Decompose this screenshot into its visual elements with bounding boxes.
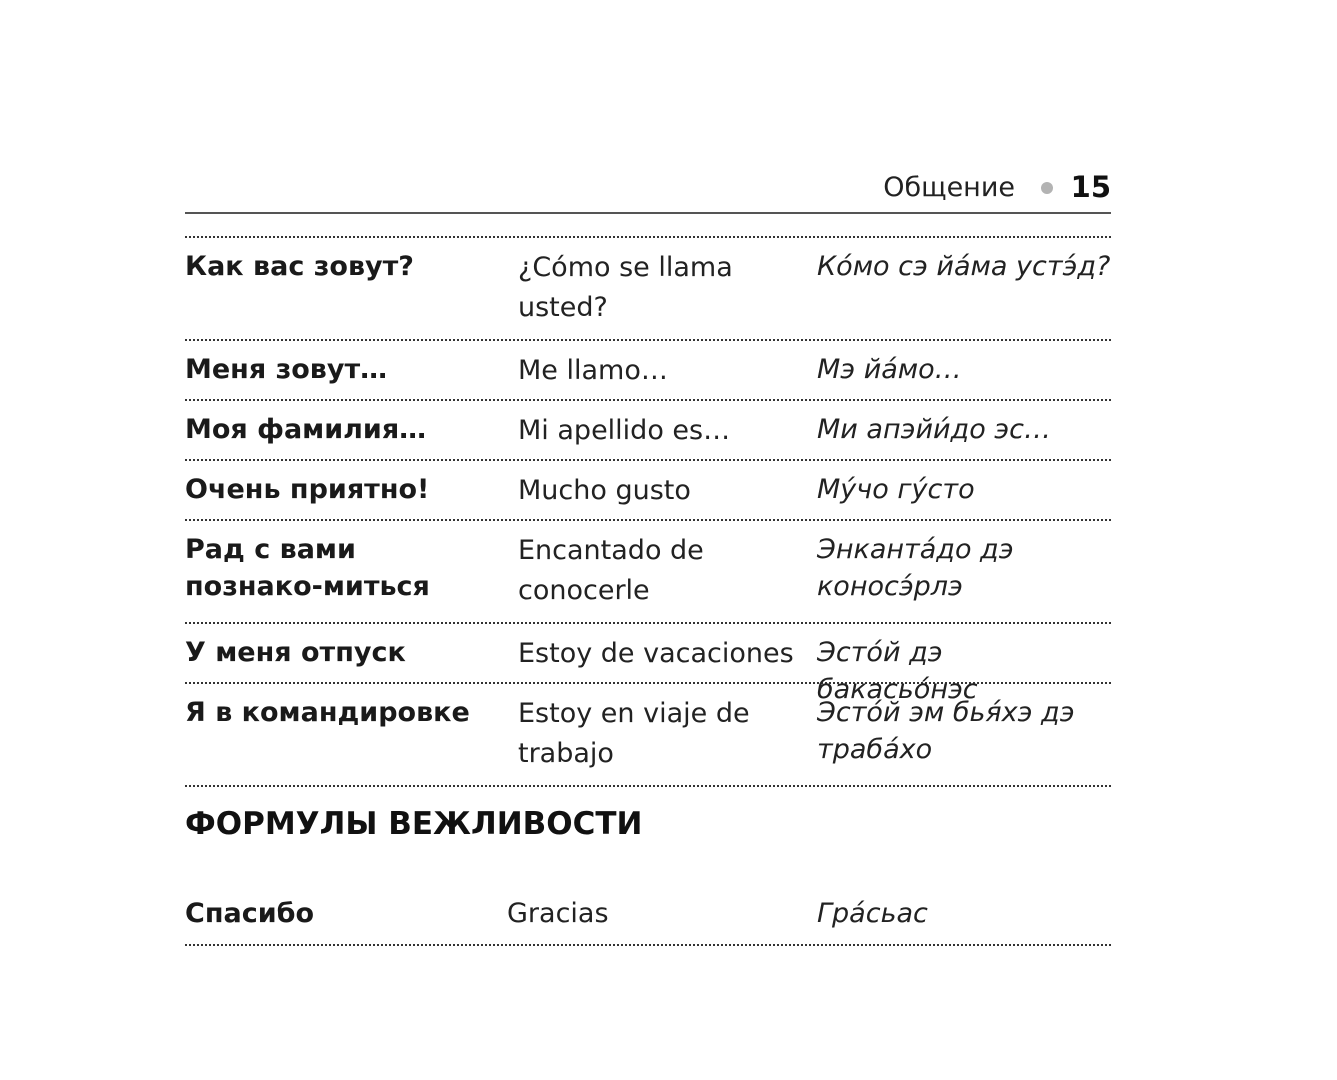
russian-phrase: У меня отпуск <box>185 637 406 668</box>
page-number: 15 <box>1070 170 1111 204</box>
russian-phrase: Как вас зовут? <box>185 251 414 282</box>
russian-phrase: Меня зовут… <box>185 354 388 385</box>
spanish-phrase: Mi apellido es… <box>518 415 731 446</box>
russian-phrase: Рад с вами познако-миться <box>185 534 430 602</box>
transcription: Эсто́й дэ бакасьо́нэс <box>817 637 978 705</box>
spanish-phrase: Mucho gusto <box>518 475 691 506</box>
transcription: Энканта́до дэ коносэ́рлэ <box>817 534 1014 602</box>
table-row <box>185 684 1111 787</box>
bullet-dot-icon <box>1041 182 1053 194</box>
running-header <box>185 168 1111 214</box>
phrase-table <box>185 236 1111 787</box>
table-row <box>185 461 1111 521</box>
section-heading: ФОРМУЛЫ ВЕЖЛИВОСТИ <box>185 806 643 842</box>
transcription: Мэ йа́мо… <box>817 354 962 385</box>
spanish-phrase: Estoy en viaje de trabajo <box>518 698 750 769</box>
russian-phrase: Моя фамилия… <box>185 414 427 445</box>
spanish-phrase: ¿Cómo se llama usted? <box>518 252 733 323</box>
spanish-phrase: Estoy de vacaciones <box>518 638 794 669</box>
politeness-table <box>185 890 1111 946</box>
spanish-phrase: Gracias <box>507 898 609 929</box>
table-row <box>185 341 1111 401</box>
spanish-phrase: Encantado de conocerle <box>518 535 704 606</box>
table-row <box>185 521 1111 624</box>
transcription: Гра́сьас <box>817 898 928 929</box>
russian-phrase: Очень приятно! <box>185 474 430 505</box>
table-row <box>185 238 1111 341</box>
russian-phrase: Я в командировке <box>185 697 470 728</box>
russian-phrase: Спасибо <box>185 898 315 929</box>
table-row <box>185 624 1111 705</box>
spanish-phrase: Me llamo… <box>518 355 668 386</box>
transcription: Ко́мо сэ йа́ма устэ́д? <box>817 251 1111 282</box>
table-row <box>185 401 1111 461</box>
transcription: Эсто́й эм бья́хэ дэ траба́хо <box>817 697 1075 765</box>
section-title: Общение <box>883 172 1015 203</box>
transcription: Ми апэйи́до эс… <box>817 414 1051 445</box>
transcription: Му́чо гу́сто <box>817 474 975 505</box>
